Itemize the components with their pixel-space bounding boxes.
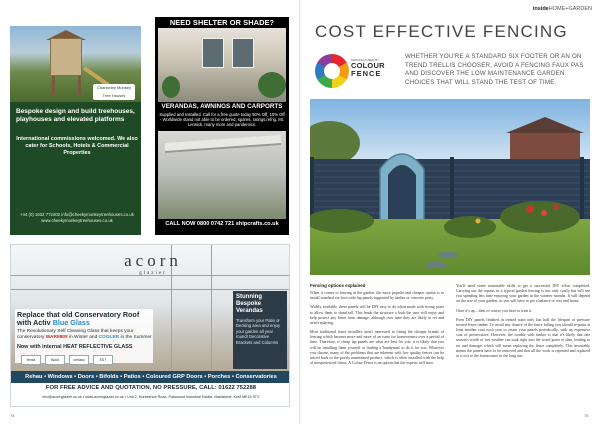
- page-number-right: 75: [584, 413, 589, 418]
- acorn-badges: [21, 355, 113, 365]
- right-page: [300, 0, 600, 424]
- acorn-body-cooler: COOLER: [98, 335, 120, 340]
- window-shape: [232, 38, 254, 68]
- acorn-headline-blue: Blue Glass: [52, 318, 90, 328]
- badge-certass: certass: [69, 355, 89, 365]
- article-column-left: [310, 283, 444, 369]
- red-flower: [553, 204, 559, 210]
- treehouse-leg: [52, 76, 55, 96]
- treehouse-subtext: International commissions welcomed. We also cater for Schools, Hotels & Commercial Properties: [16, 136, 138, 156]
- plant-shape: [162, 76, 180, 98]
- paragraph: Even DIY panels finished in treated stain only last half the lifespan of pressure treated fence timber. To avoid any chance of the fence failing you should re-paint at least another coat each year to retain your panels periodically, with an expensive coat of preservative. However, the trouble with timber is that it's likely that one season's worth of wet weather can soak right into the wood grain or slats, leading to rot and damage, which will mean replacing the fence completely. This invariably means the panels have to be removed and that all the work is repeated and replaced at a cost to the homeowner in the long run.: [456, 316, 590, 358]
- logo-small-text: MANUFACTURED BY: [351, 58, 379, 62]
- article-intro: WHETHER YOU'RE A STANDARD SIX FOOTER OR AN ON TREND TRELLIS CHOOSER, AVOID A FENCING FAUX PAS AND DISCOVER THE LOW MAINTENANCE GARDEN CHOICES THAT WILL STAND THE TEST OF TIME.: [405, 53, 584, 86]
- stepping-stone: [438, 252, 458, 258]
- roof-beam: [211, 245, 212, 371]
- plant-shape: [258, 72, 286, 98]
- logo-word-fence: FENCE: [351, 69, 382, 78]
- veranda-description: Transform your Patio or Decking area and enjoy your garden all year round! Decorative Brackets and Columns: [236, 318, 280, 345]
- section-brand: inside: [532, 6, 549, 12]
- acorn-body-text: in the Summer.: [119, 335, 153, 340]
- colour-fence-logo-text: [351, 58, 385, 78]
- acorn-body-warmer: WARMER: [45, 335, 68, 340]
- badge-fensa: fensa: [21, 355, 41, 365]
- section-header: [533, 6, 592, 12]
- column-heading: Fencing options explained: [310, 283, 366, 288]
- treehouse-leg: [78, 76, 81, 96]
- page-number-left: 74: [10, 413, 15, 418]
- treehouse-headline: Bespoke design and build treehouses, playhouses and elevated platforms: [16, 108, 135, 123]
- acorn-logo: [113, 251, 193, 276]
- yellow-flower: [476, 219, 481, 224]
- logo-word-colour: COLOUR: [351, 61, 385, 70]
- treehouse-contact[interactable]: +44 (0) 1632 772402 info@cheekymonkeytreehouses.co.uk www.cheekymonkeytreehouses.co.uk: [20, 212, 134, 223]
- shelter-shade-advert[interactable]: [155, 17, 289, 235]
- acorn-logo-name: acorn: [124, 251, 182, 270]
- paragraph: Most traditional fence installers aren't interested in fitting the cheaper brands of fencing which become more and more of an issue for homeowners over a period of time. Therefore, if cheap lap panels are what are best for you, it is likely that you will be installing them yourself or finding a 'handyman' to do it for you. Whatever you choose, many of the problems that are inherent with low quality fences can be traced back to the poorly maintained product, which is often installed with the help of inexperienced fitters. A Colour Fence is an option that the experts will trust.: [310, 329, 444, 366]
- shrub: [500, 201, 580, 233]
- acorn-headline: [17, 311, 157, 327]
- veranda-panel: [233, 291, 287, 369]
- section-name: HOME+GARDEN: [548, 6, 592, 12]
- treehouse-advert[interactable]: [10, 26, 141, 235]
- garden-scene: [310, 99, 590, 275]
- acorn-contact-line[interactable]: info@acornglazier.co.uk • www.acornglazier.co.uk • Unit 2, Horseshoe Road, Parkwood Industrial Estate, Maidstone, Kent ME15 9TX: [42, 395, 260, 399]
- shade-ad-title: NEED SHELTER OR SHADE?: [169, 18, 275, 27]
- acorn-subheadline: Now with internal HEAT REFLECTIVE GLASS: [17, 344, 133, 350]
- veranda-title: Stunning Bespoke Verandas: [236, 294, 263, 314]
- shrub: [444, 216, 496, 238]
- fence-post: [580, 157, 584, 221]
- acorn-glazier-advert[interactable]: [10, 244, 290, 407]
- acorn-body-text: The Revolutionary Self Cleaning Glass that keeps your conservatory: [17, 329, 134, 340]
- paragraph: When it comes to fencing in the garden, the more popular and cheaper option is to install standard six-foot wide lap panels supported by timber or concrete posts.: [310, 290, 444, 301]
- colour-fence-logo-icon: [315, 54, 349, 88]
- paragraph: You'll need some reasonable skills to get a successful DIY effort completed. Carrying out the repairs in a typical garden fencing is not only costly but will see you spending less time enjoying your garden in the warmer months. It will depend on the size of your garden, so you will have to get a balance of cost and hours.: [456, 283, 590, 304]
- stepping-stone: [425, 262, 447, 268]
- garden-fence-photo: [310, 99, 590, 275]
- fence-post: [310, 157, 314, 221]
- window-shape: [202, 38, 224, 68]
- paragraph: Once it's up – then of course you have to treat it.: [456, 307, 533, 313]
- badge-build: Build: [45, 355, 65, 365]
- red-flower: [541, 210, 547, 216]
- acorn-headline-with: with Activ: [17, 318, 53, 328]
- treehouse-photo: [10, 26, 141, 102]
- acorn-body-text: in Winter and: [67, 335, 99, 340]
- colour-swirl-icon: [315, 54, 349, 88]
- treehouse-cabin-shape: [50, 38, 82, 76]
- shade-ad-headline: VERANDAS, AWNINGS AND CARPORTS: [161, 103, 283, 110]
- fence-post: [450, 157, 454, 221]
- acorn-quote-line[interactable]: FOR FREE ADVICE AND QUOTATION, NO PRESSURE, CALL: 01622 752288: [45, 385, 257, 391]
- treehouse-logo: Chanceley Monkey Tree Houses: [93, 84, 135, 100]
- veranda-photo: [158, 28, 286, 102]
- paragraph: Widely available, these panels will be DIY easy to do when made with strong posts to allow them to stand tall. This lends the structure a look the user will enjoy and help protect any fence from damage, although over time they are likely to rot and need replacing.: [310, 304, 444, 325]
- acorn-logo-sub: glazier: [139, 271, 167, 276]
- acorn-headline-line2: [17, 319, 157, 327]
- acorn-headline-line1: Replace that old Conservatory Roof: [17, 310, 140, 319]
- roof-beam: [11, 289, 290, 290]
- shade-ad-call[interactable]: CALL NOW 0800 0742 721 shipcrafts.co.uk: [165, 221, 279, 227]
- acorn-services-strip: Rehau • Windows • Doors • Bifolds • Patios • Coloured GRP Doors • Porches • Conservatories: [11, 371, 290, 383]
- article-title: COST EFFECTIVE FENCING: [315, 22, 568, 41]
- article-column-right: [456, 283, 590, 362]
- shade-ad-description: Supplied and Installed. Call for a free quote today 50% Off, 10% Off - Worldwide stand not able to be ordered, spares, ratings,refrig. Mt. Lerwick, many more and pandemics.: [159, 112, 285, 128]
- acorn-body: [17, 329, 157, 341]
- red-flower: [526, 205, 534, 213]
- badge-est: EST: [93, 355, 113, 365]
